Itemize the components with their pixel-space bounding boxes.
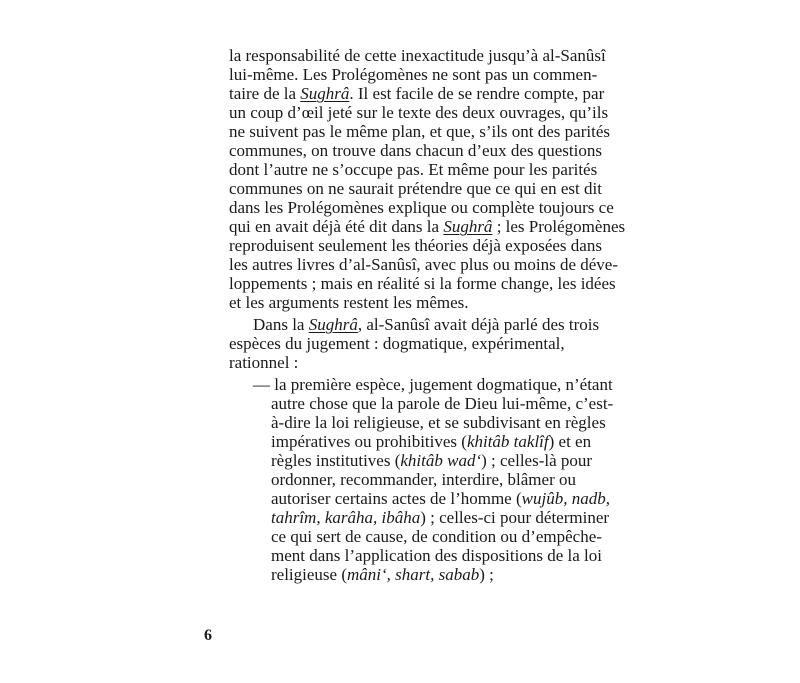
text-line: qui en avait déjà été dit dans la Sughrâ ; les Prolégomènes [229, 217, 626, 236]
list-item-line: impératives ou prohibitives (khitâb taklîf) et en [271, 432, 592, 451]
list-item-line: tahrîm, karâha, ibâha) ; celles-ci pour déterminer [271, 508, 610, 527]
list-item-line: religieuse (mâni‘, shart, sabab) ; [271, 565, 494, 584]
text-line: Dans la Sughrâ, al-Sanûsî avait déjà parlé des trois [253, 315, 600, 334]
text-line: dans les Prolégomènes explique ou complète toujours ce [229, 198, 614, 217]
text-line: taire de la Sughrâ. Il est facile de se rendre compte, par [229, 84, 605, 103]
text-line: ne suivent pas le même plan, et que, s’ils ont des parités [229, 122, 610, 141]
text-line: rationnel : [229, 353, 299, 372]
text-line: reproduisent seulement les théories déjà exposées dans [229, 236, 602, 255]
list-item-line: règles institutives (khitâb wad‘) ; celles-là pour [271, 451, 593, 470]
text-line: communes on ne saurait prétendre que ce qui en est dit [229, 179, 602, 198]
list-item-line: ordonner, recommander, interdire, blâmer ou [271, 470, 576, 489]
text-line: lui-même. Les Prolégomènes ne sont pas un commen- [229, 65, 598, 84]
text-line: espèces du jugement : dogmatique, expérimental, [229, 334, 565, 353]
text-line: les autres livres d’al-Sanûsî, avec plus ou moins de déve- [229, 255, 619, 274]
text-line: un coup d’œil jeté sur le texte des deux ouvrages, qu’ils [229, 103, 609, 122]
text-line: communes, on trouve dans chacun d’eux des questions [229, 141, 602, 160]
title-sughra: Sughrâ [300, 84, 350, 103]
list-item-line: ce qui sert de cause, de condition ou d’empêche- [271, 527, 602, 546]
list-item-line: ment dans l’application des dispositions de la loi [271, 546, 602, 565]
text-line: dont l’autre ne s’occupe pas. Et même pour les parités [229, 160, 598, 179]
page-number: 6 [204, 627, 212, 644]
title-sughra: Sughrâ [308, 315, 358, 334]
text-line: la responsabilité de cette inexactitude jusqu’à al-Sanûsî [229, 46, 606, 65]
list-item-line: à-dire la loi religieuse, et se subdivisant en règles [271, 413, 606, 432]
title-sughra: Sughrâ [443, 217, 493, 236]
text-line: loppements ; mais en réalité si la forme change, les idées [229, 274, 616, 293]
list-item-line: autoriser certains actes de l’homme (wujûb, nadb, [271, 489, 610, 508]
text-line: et les arguments restent les mêmes. [229, 293, 469, 312]
list-item-line: autre chose que la parole de Dieu lui-même, c’est- [271, 394, 614, 413]
list-item-line: — la première espèce, jugement dogmatique, n’étant [253, 375, 613, 394]
